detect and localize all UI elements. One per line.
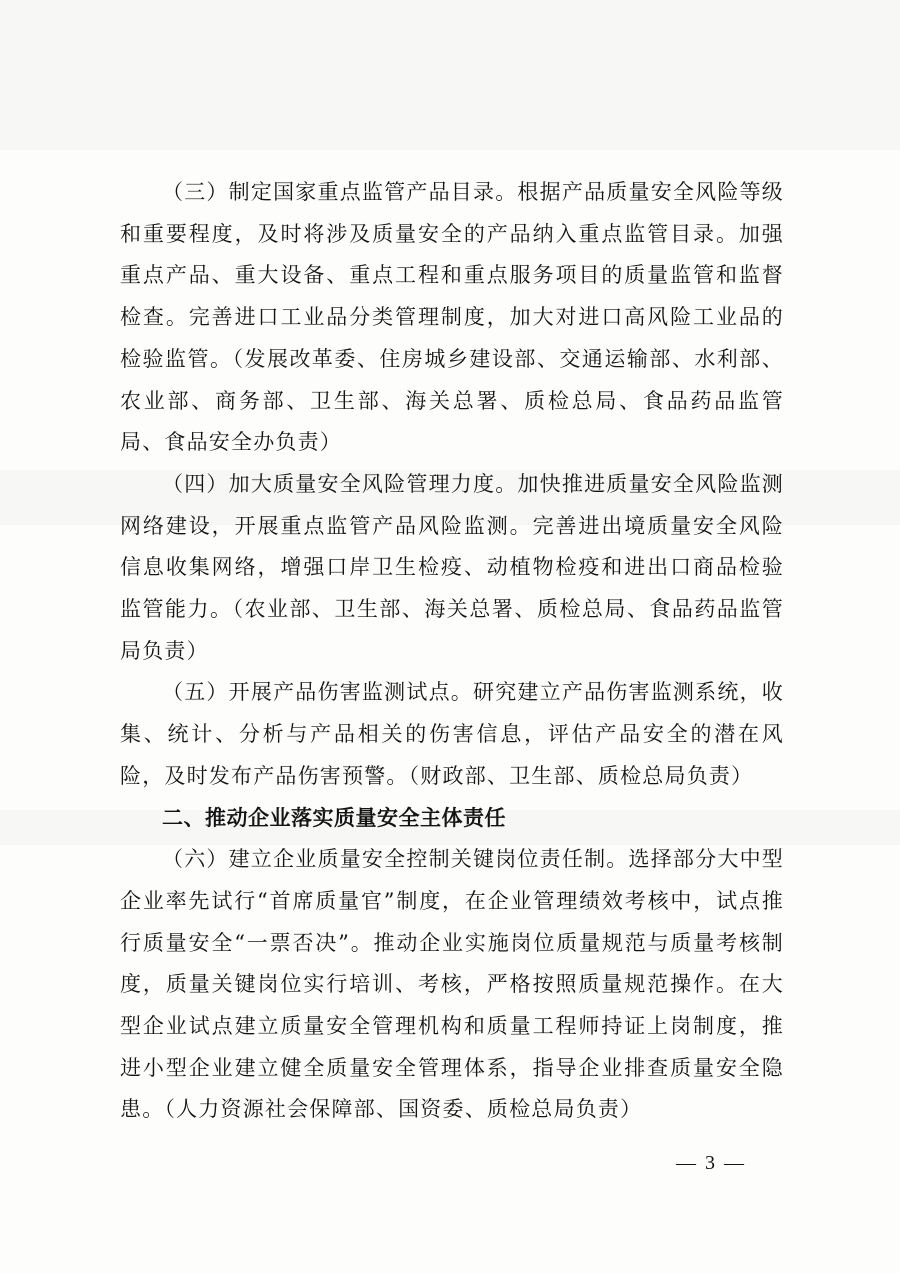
paragraph-item-3: （三）制定国家重点监管产品目录。根据产品质量安全风险等级和重要程度，及时将涉及质量安全的产品纳入重点监管目录。加强重点产品、重大设备、重点工程和重点服务项目的质量监管和监督检查。完善进口工业品分类管理制度，加大对进口高风险工业品的检验监管。（发展改革委、住房城乡建设部、交通运输部、水利部、农业部、商务部、卫生部、海关总署、质检总局、食品药品监管局、食品安全办负责） [120,180,784,455]
scan-shading [0,0,900,150]
page-number: — 3 — [676,1152,746,1174]
paragraph-item-4: （四）加大质量安全风险管理力度。加快推进质量安全风险监测网络建设，开展重点监管产品风险监测。完善进出境质量安全风险信息收集网络，增强口岸卫生检疫、动植物检疫和进出口商品检验监管能力。（农业部、卫生部、海关总署、质检总局、食品药品监管局负责） [120,471,784,663]
section-heading-2: 二、推动企业落实质量安全主体责任 [162,805,506,830]
document-body [120,172,784,1131]
paragraph-item-5: （五）开展产品伤害监测试点。研究建立产品伤害监测系统，收集、统计、分析与产品相关的伤害信息，评估产品安全的潜在风险，及时发布产品伤害预警。（财政部、卫生部、质检总局负责） [120,680,784,788]
paragraph-item-6: （六）建立企业质量安全控制关键岗位责任制。选择部分大中型企业率先试行“首席质量官”制度，在企业管理绩效考核中，试点推行质量安全“一票否决”。推动企业实施岗位质量规范与质量考核制度，质量关键岗位实行培训、考核，严格按照质量规范操作。在大型企业试点建立质量安全管理机构和质量工程师持证上岗制度，推进小型企业建立健全质量安全管理体系，指导企业排查质量安全隐患。（人力资源社会保障部、国资委、质检总局负责） [120,847,784,1122]
